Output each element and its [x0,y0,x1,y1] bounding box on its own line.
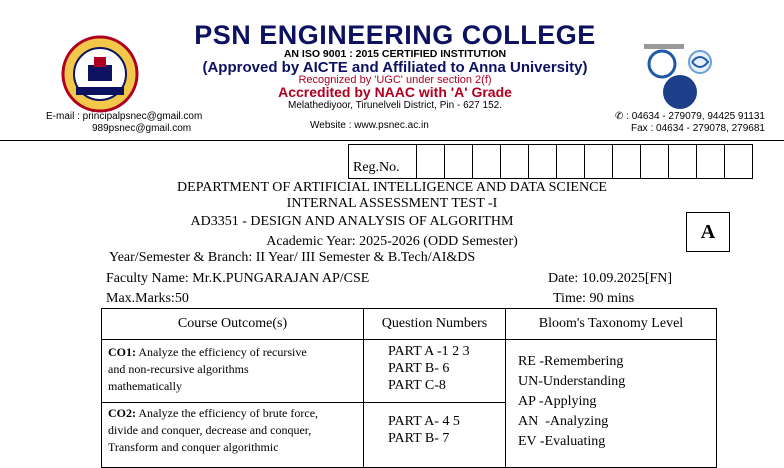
reg-digit-cell [473,145,501,178]
reg-number-box [348,144,753,179]
course-outcome-table [101,308,717,468]
header-course-outcome: Course Outcome(s) [102,309,364,340]
phone-number: ✆ : 04634 - 279079, 94425 91131 [615,111,765,122]
contact-block [545,111,765,135]
reg-digit-cell [557,145,585,178]
year-semester-branch: Year/Semester & Branch: II Year/ III Semester & B.Tech/AI&DS [109,250,476,265]
co2-questions-cell [364,403,506,468]
email-block [46,111,202,135]
iso-certification: AN ISO 9001 : 2015 CERTIFIED INSTITUTION [283,48,507,60]
header-question-numbers: Question Numbers [364,309,506,340]
approval-text: (Approved by AICTE and Affiliated to Anna University) [202,59,588,76]
header-divider [0,140,784,141]
email-primary: E-mail : principalpsnec@gmail.com [46,111,203,122]
bloom-analyzing: AN -Analyzing [518,414,609,429]
co2-text-2: divide and conquer, decrease and conquer, [108,423,312,437]
reg-digit-cell [529,145,557,178]
bloom-levels-cell [506,340,717,468]
fax-number: Fax : 04634 - 279078, 279681 [631,123,765,134]
co1-text-1: Analyze the efficiency of recursive [136,345,307,359]
co2-label: CO2: [108,406,136,420]
reg-digit-cell [417,145,445,178]
college-logo [48,35,152,113]
header-bloom-level: Bloom's Taxonomy Level [506,309,717,340]
co1-questions-cell [364,340,506,403]
college-address: Melathediyoor, Tirunelveli District, Pin - 627 152. [288,100,502,111]
co1-cell [102,340,364,403]
co2-text-1: Analyze the efficiency of brute force, [136,406,319,420]
co2-cell [102,403,364,468]
exam-date: Date: 10.09.2025[FN] [548,271,673,286]
reg-digit-cell [725,145,752,178]
co1-label: CO1: [108,345,136,359]
co1-text-3: mathematically [108,379,182,393]
naac-accreditation: Accredited by NAAC with 'A' Grade [278,84,512,100]
department-title: DEPARTMENT OF ARTIFICIAL INTELLIGENCE AND DATA SCIENCE [177,180,607,195]
reg-digit-cell [697,145,725,178]
co1-part-c: PART C-8 [388,378,446,393]
bloom-evaluating: EV -Evaluating [518,434,606,449]
email-secondary: 989psnec@gmail.com [92,123,192,134]
co2-part-b: PART B- 7 [388,431,450,446]
course-title: AD3351 - DESIGN AND ANALYSIS OF ALGORITHM [190,214,514,229]
ugc-recognition: Recognized by 'UGC' under section 2(f) [298,74,492,86]
certification-logos [640,42,732,110]
bloom-understanding: UN-Understanding [518,374,626,389]
co1-text-2: and non-recursive algorithms [108,362,249,376]
reg-digit-cell [585,145,613,178]
website: Website : www.psnec.ac.in [310,120,429,131]
faculty-name: Faculty Name: Mr.K.PUNGARAJAN AP/CSE [106,271,370,286]
table-header-row [102,309,717,340]
academic-year: Academic Year: 2025-2026 (ODD Semester) [266,234,518,249]
question-set-box: A [686,212,730,252]
reg-number-label: Reg.No. [349,145,417,178]
co2-text-3: Transform and conquer algorithmic [108,440,279,454]
co1-part-a: PART A -1 2 3 [388,344,470,359]
exam-time: Time: 90 mins [553,291,635,306]
reg-digit-cell [501,145,529,178]
reg-digit-cell [669,145,697,178]
bloom-remembering: RE -Remembering [518,354,624,369]
test-title: INTERNAL ASSESSMENT TEST -I [286,196,498,211]
bloom-applying: AP -Applying [518,394,597,409]
max-marks: Max.Marks:50 [106,291,189,306]
reg-digit-cell [613,145,641,178]
college-name: PSN ENGINEERING COLLEGE [194,20,596,50]
co2-part-a: PART A- 4 5 [388,414,460,429]
reg-digit-cell [641,145,669,178]
reg-digit-cell [445,145,473,178]
table-row [102,340,717,403]
co1-part-b: PART B- 6 [388,361,450,376]
